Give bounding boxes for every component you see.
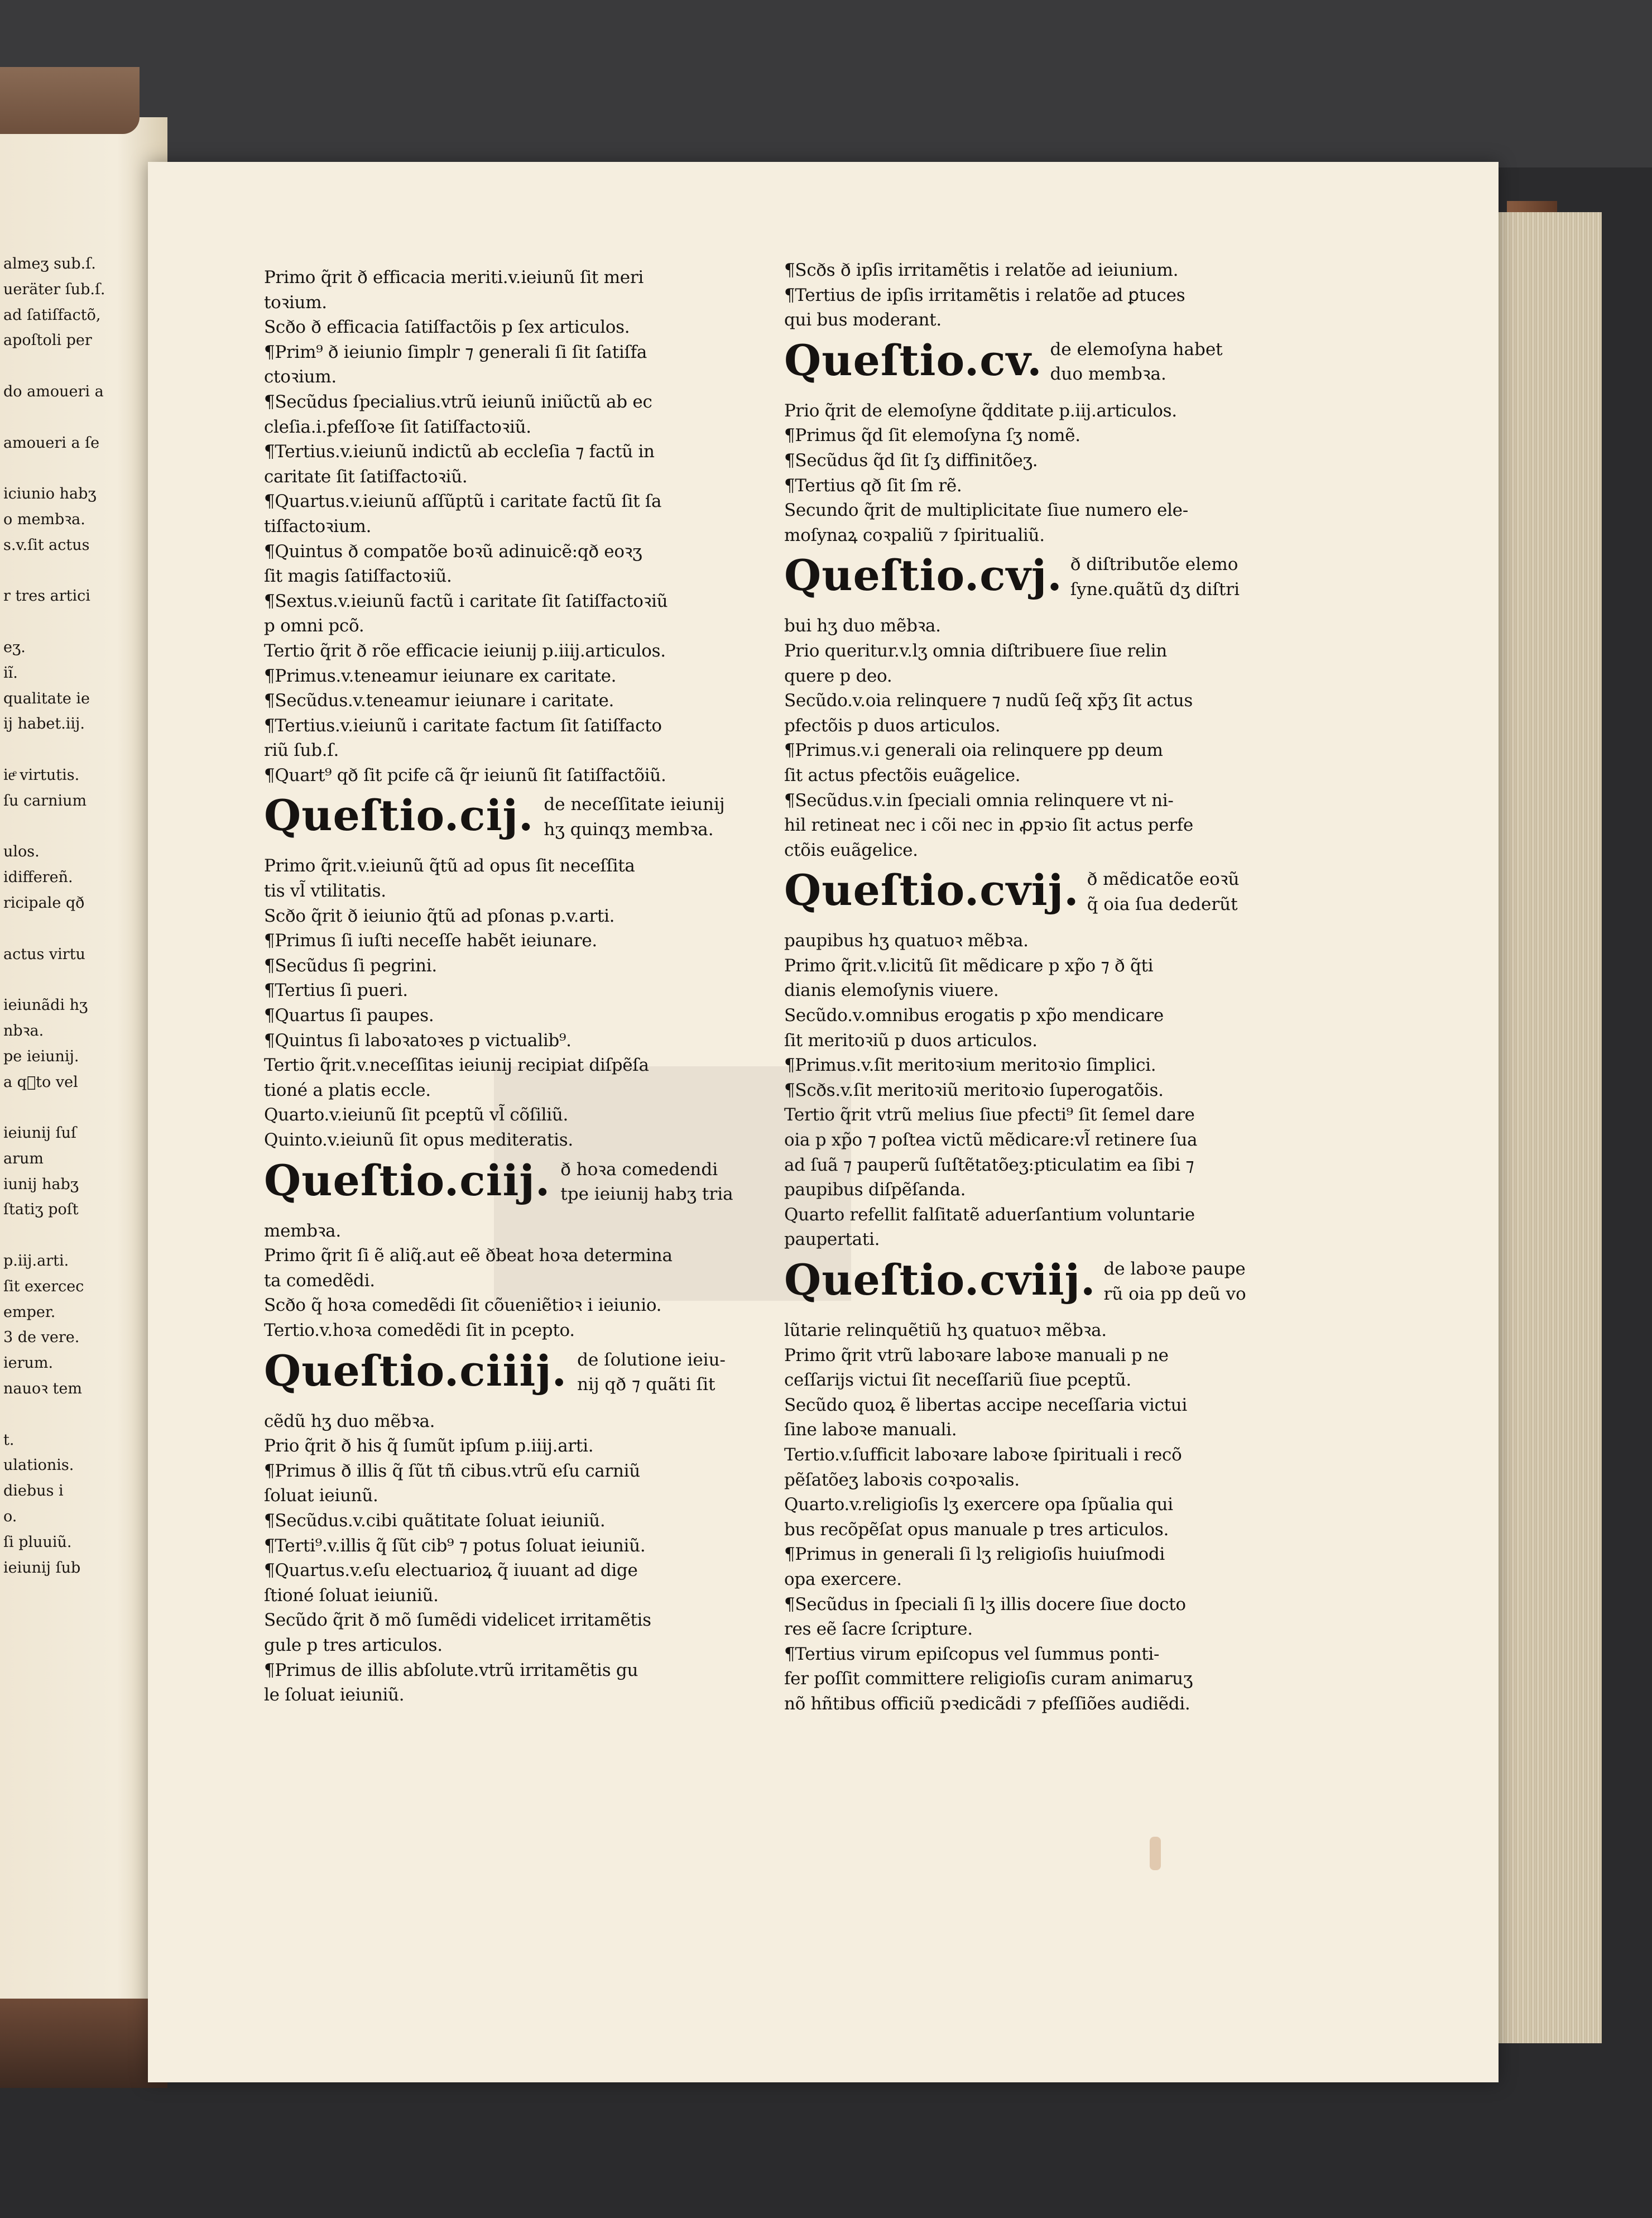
- text-line: Tertio.v.ſufficit laboꝛare laboꝛe ſpirituali i recõ: [784, 1444, 1182, 1465]
- text-line: tiſfactoꝛium.: [264, 516, 372, 536]
- text-line: le ſoluat ieiuniũ.: [264, 1685, 405, 1706]
- text-line: ¶Primus.v.teneamur ieiunare ex caritate.: [264, 665, 617, 686]
- text-line: ¶Tertius.v.ieiunũ i caritate factum ſit ſatiſfacto: [264, 715, 662, 736]
- text-line: ¶Quintus ſi laboꝛatoꝛes p victualib⁹.: [264, 1030, 572, 1051]
- text-line: Secũdo quoꝝ ẽ libertas accipe neceſſaria victui: [784, 1395, 1187, 1415]
- text-line: ¶Secũdus.v.in ſpeciali omnia relinquere vt ni-: [784, 790, 1174, 811]
- left-page-line: almeʒ sub.ſ.: [3, 255, 96, 272]
- text-line: quere p deo.: [784, 665, 892, 686]
- question-heading: [784, 863, 1289, 928]
- question-subtitle: [544, 788, 724, 842]
- text-line: ¶Terti⁹.v.illis q̃ ſũt cib⁹ ⁊ potus ſoluat ieiuniũ.: [264, 1535, 646, 1556]
- text-line: Scðo ð efficacia ſatiſfactõis p ſex articulos.: [264, 317, 630, 338]
- left-page-line: ierum.: [3, 1354, 54, 1372]
- question-subtitle: [1050, 333, 1223, 387]
- left-page-line: ulationis.: [3, 1457, 74, 1474]
- left-page-line: ieiunij ſuſ: [3, 1124, 76, 1142]
- page-block-edge: [1485, 212, 1602, 2043]
- text-line: ¶Primus ð illis q̃ ſũt tñ cibus.vtrũ eſu carniũ: [264, 1460, 640, 1481]
- text-line: ¶Secũdus.v.teneamur ieiunare i caritate.: [264, 691, 614, 711]
- text-line: ¶Prim⁹ ð ieiunio ſimplr ⁊ generali ſi ſit ſatiſfa: [264, 342, 647, 362]
- left-page-line: ieiunij ſub: [3, 1559, 81, 1577]
- question-subtitle-line: hʒ quinqʒ membꝛa.: [544, 820, 714, 840]
- text-line: Prio q̃rit ð his q̃ ſumũt ipſum p.iiij.arti.: [264, 1436, 594, 1457]
- text-line: ¶Tertius ſi pueri.: [264, 980, 408, 1001]
- text-line: Tertio q̃rit.v.neceſſitas ieiunij recipiat diſpẽſa: [264, 1055, 649, 1076]
- text-line: Scðo q̃rit ð ieiunio q̃tũ ad pſonas p.v.arti.: [264, 906, 615, 926]
- left-page-line: iunij habʒ: [3, 1175, 79, 1193]
- text-line: ta comedẽdi.: [264, 1270, 375, 1291]
- question-subtitle: [560, 1153, 733, 1207]
- question-subtitle-line: de laboꝛe paupe: [1103, 1259, 1246, 1279]
- left-page-line: iciunio habʒ: [3, 485, 97, 503]
- left-page-line: ſtatiʒ poſt: [3, 1201, 79, 1219]
- text-line: ¶Primus q̃d ſit elemoſyna ſʒ nomẽ.: [784, 425, 1080, 446]
- question-title: Queſtio.cvj.: [784, 550, 1063, 601]
- left-page-line: s.v.ſit actus: [3, 536, 90, 554]
- text-line: ¶Secũdus q̃d ſit ſʒ diffinitõeʒ.: [784, 450, 1038, 471]
- text-line: fer poſſit committere religioſis curam animaruʒ: [784, 1669, 1193, 1689]
- question-heading: [264, 788, 769, 854]
- text-line: ctõis euãgelice.: [784, 840, 918, 860]
- question-heading: [784, 1252, 1289, 1318]
- left-page-line: emper.: [3, 1303, 56, 1321]
- left-page-line: o.: [3, 1508, 17, 1526]
- backdrop: [0, 0, 1652, 167]
- text-line: ¶Scðs ð ipſis irritamẽtis i relatõe ad ieiunium.: [784, 260, 1179, 280]
- text-line: gule p tres articulos.: [264, 1635, 443, 1655]
- question-subtitle-line: nij qð ⁊ quãti ſit: [577, 1374, 715, 1395]
- text-line: ¶Sextus.v.ieiunũ factũ i caritate ſit ſatiſfactoꝛiũ: [264, 591, 668, 611]
- text-line: ceſſarijs victui ſit neceſſariũ ſiue pceptũ.: [784, 1370, 1131, 1391]
- text-line: ¶Secũdus ſpecialius.vtrũ ieiunũ iniũctũ ab ec: [264, 391, 652, 412]
- left-cover-top: [0, 67, 140, 134]
- text-line: ¶Quartus.v.ieiunũ aſſũptũ i caritate factũ ſit ſa: [264, 491, 662, 512]
- left-page-line: [3, 1095, 104, 1120]
- text-line: Prio q̃rit de elemoſyne q̃dditate p.iij.articulos.: [784, 400, 1177, 421]
- left-page-line: qualitate ie: [3, 689, 90, 707]
- text-line: paupertati.: [784, 1229, 880, 1250]
- question-heading: [264, 1343, 769, 1409]
- left-page-line: idiffereñ.: [3, 869, 73, 887]
- left-page-line: 3 de vere.: [3, 1329, 80, 1347]
- left-page-line: ij habet.iij.: [3, 715, 85, 733]
- text-line: pfectõis p duos articulos.: [784, 715, 1001, 736]
- left-page-line: [3, 558, 104, 584]
- text-line: Quarto.v.ieiunũ ſit pceptũ vl̃ cõſiliũ.: [264, 1105, 569, 1125]
- left-page-line: do amoueri a: [3, 382, 104, 400]
- left-page-line: arum: [3, 1149, 44, 1167]
- left-page-line: ſi pluuiũ.: [3, 1533, 72, 1551]
- left-page-line: nauoꝛ tem: [3, 1380, 82, 1398]
- question-subtitle-line: ð mẽdicatõe eoꝛũ: [1087, 869, 1240, 890]
- left-cover-bottom: [0, 1999, 167, 2088]
- text-line: ¶Secũdus in ſpeciali ſi lʒ illis docere ſiue docto: [784, 1594, 1186, 1615]
- text-line: p omni pcõ.: [264, 616, 364, 636]
- left-page-text: [3, 251, 104, 1580]
- text-line: bus recõpẽſat opus manuale p tres articulos.: [784, 1519, 1169, 1540]
- text-line: ¶Primus in generali ſi lʒ religioſis huiuſmodi: [784, 1544, 1165, 1565]
- left-page-fragment: [0, 117, 167, 2038]
- left-page-line: apoſtoli per: [3, 332, 92, 349]
- text-line: ¶Secũdus ſi pegrini.: [264, 955, 437, 976]
- text-line: Primo q̃rit.v.licitũ ſit mẽdicare p xp̃o ⁊ ð q̃ti: [784, 955, 1154, 976]
- paper-stain: [1150, 1837, 1161, 1870]
- left-page-line: ricipale qð: [3, 894, 85, 912]
- question-subtitle: [1087, 863, 1240, 917]
- question-title: Queſtio.cv.: [784, 335, 1043, 385]
- text-line: tioné a platis eccle.: [264, 1080, 431, 1100]
- left-page-line: [3, 1223, 104, 1248]
- left-page-line: [3, 814, 104, 840]
- left-column: [264, 265, 769, 1708]
- left-page-line: ſit exercec: [3, 1277, 84, 1295]
- text-line: nõ hñtibus officiũ pꝛedicãdi ⁊ pfeſſiões audiẽdi.: [784, 1693, 1190, 1714]
- text-line: ſit magis ſatiſfactoꝛiũ.: [264, 566, 452, 587]
- text-line: bui hʒ duo mẽbꝛa.: [784, 616, 941, 636]
- left-page-line: [3, 353, 104, 379]
- left-page-line: [3, 609, 104, 635]
- text-line: ¶Tertius qð ſit ſm rẽ.: [784, 475, 962, 496]
- left-page-line: amoueri a ſe: [3, 434, 100, 452]
- text-line: caritate ſit ſatiſfactoꝛiũ.: [264, 466, 468, 487]
- question-subtitle-line: q̃ oia ſua dederũt: [1087, 894, 1238, 914]
- text-line: ¶Quartus.v.eſu electuarioꝝ q̃ iuuant ad dige: [264, 1560, 638, 1581]
- text-line: moſynaꝝ coꝛpaliũ ⁊ ſpiritualiũ.: [784, 525, 1045, 545]
- left-page-line: diebus i: [3, 1482, 64, 1500]
- left-page-line: [3, 405, 104, 430]
- text-line: riũ ſub.ſ.: [264, 740, 339, 761]
- question-title: Queſtio.cviij.: [784, 1255, 1096, 1305]
- text-line: hil retineat nec i cõi nec in ꝓpꝛio ſit actus perfe: [784, 815, 1193, 836]
- text-line: lũtarie relinquẽtiũ hʒ quatuoꝛ mẽbꝛa.: [784, 1320, 1107, 1340]
- question-subtitle: [1070, 548, 1240, 602]
- left-page-line: pe ieiunij.: [3, 1047, 79, 1065]
- text-line: tis vl̃ vtilitatis.: [264, 881, 386, 902]
- text-line: ¶Primus de illis abſolute.vtrũ irritamẽtis gu: [264, 1660, 638, 1680]
- question-subtitle-line: de elemoſyna habet: [1050, 339, 1223, 360]
- text-line: res eẽ ſacre ſcripture.: [784, 1619, 973, 1640]
- text-line: ¶Quintus ð compatõe boꝛũ adinuicẽ:qð eoꝛʒ: [264, 541, 642, 562]
- left-page-line: p.iij.arti.: [3, 1252, 69, 1270]
- question-subtitle-line: tpe ieiunij habʒ tria: [560, 1184, 733, 1205]
- question-heading: [784, 548, 1289, 614]
- text-line: dianis elemoſynis viuere.: [784, 980, 999, 1001]
- question-heading: [264, 1153, 769, 1219]
- left-page-line: [3, 1402, 104, 1427]
- text-line: ¶Primus.v.ſit meritoꝛium meritoꝛio ſimplici.: [784, 1055, 1156, 1076]
- text-line: paupibus diſpẽſanda.: [784, 1180, 966, 1200]
- question-heading: [784, 333, 1289, 399]
- text-line: cleſia.i.pfeſſoꝛe ſit ſatiſfactoꝛiũ.: [264, 416, 531, 437]
- left-page-line: [3, 456, 104, 481]
- question-subtitle: [1103, 1252, 1246, 1306]
- text-line: ctoꝛium.: [264, 367, 337, 387]
- left-page-line: ſu carnium: [3, 792, 87, 809]
- text-line: Primo q̃rit.v.ieiunũ q̃tũ ad opus ſit neceſſita: [264, 856, 635, 876]
- text-line: ¶Primus.v.i generali oia relinquere pp deum: [784, 740, 1163, 761]
- text-line: Secũdo.v.omnibus erogatis p xp̃o mendicare: [784, 1005, 1164, 1026]
- text-line: Primo q̃rit ſi ẽ aliq̃.aut eẽ ðbeat hoꝛa determina: [264, 1245, 673, 1266]
- text-line: ¶Scðs.v.ſit meritoꝛiũ meritoꝛio ſuperogatõis.: [784, 1080, 1164, 1100]
- text-line: ¶Tertius de ipſis irritamẽtis i relatõe ad ꝑtuces: [784, 285, 1185, 305]
- text-line: Tertio q̃rit ð rõe efficacie ieiunij p.iiij.articulos.: [264, 640, 666, 661]
- left-page-line: o membꝛa.: [3, 510, 85, 528]
- text-line: ¶Tertius virum epiſcopus vel ſummus ponti-: [784, 1644, 1160, 1664]
- left-page-line: ad ſatiſfactõ,: [3, 306, 101, 324]
- left-page-line: [3, 737, 104, 763]
- left-page-line: eʒ.: [3, 638, 26, 656]
- question-subtitle-line: duo membꝛa.: [1050, 364, 1166, 385]
- text-line: Secundo q̃rit de multiplicitate ſiue numero ele-: [784, 500, 1188, 521]
- question-subtitle-line: de neceſſitate ieiunij: [544, 794, 725, 815]
- text-line: Quarto refellit falſitatẽ aduerſantium voluntarie: [784, 1204, 1195, 1225]
- question-title: Queſtio.ciiij.: [264, 1345, 568, 1396]
- text-line: oia p xp̃o ⁊ poſtea victũ mẽdicare:vl̃ retinere ſua: [784, 1130, 1198, 1151]
- left-page-line: r tres artici: [3, 587, 90, 605]
- book-page: [148, 162, 1499, 2082]
- question-subtitle-line: ð diſtributõe elemo: [1070, 554, 1238, 575]
- question-title: Queſtio.cvij.: [784, 865, 1079, 916]
- text-line: ſit meritoꝛiũ p duos articulos.: [784, 1030, 1038, 1051]
- question-subtitle-line: ſyne.quãtũ dʒ diſtri: [1070, 579, 1240, 600]
- text-line: ¶Quart⁹ qð ſit pcife cã q̃r ieiunũ ſit ſatiſfactõiũ.: [264, 765, 666, 785]
- question-title: Queſtio.cij.: [264, 791, 534, 841]
- left-page-line: nbꝛa.: [3, 1022, 44, 1039]
- left-page-line: ulos.: [3, 843, 40, 861]
- right-column: [784, 258, 1289, 1717]
- text-line: Scðo q̃ hoꝛa comedẽdi ſit cõueniẽtioꝛ i ieiunio.: [264, 1295, 662, 1316]
- text-line: Prio queritur.v.lʒ omnia diſtribuere ſiue relin: [784, 640, 1167, 661]
- text-line: ſtioné ſoluat ieiuniũ.: [264, 1585, 439, 1606]
- left-page-line: ieͤ virtutis.: [3, 766, 80, 784]
- question-subtitle: [577, 1343, 726, 1397]
- text-line: ¶Secũdus.v.cibi quãtitate ſoluat ieiuniũ.: [264, 1510, 606, 1531]
- question-title: Queſtio.ciij.: [264, 1155, 551, 1205]
- question-subtitle-line: rũ oia pp deũ vo: [1103, 1283, 1246, 1304]
- left-page-line: [3, 916, 104, 942]
- text-line: Tertio q̃rit vtrũ melius ſiue pfecti⁹ ſit ſemel dare: [784, 1105, 1195, 1125]
- text-line: Secũdo q̃rit ð mõ ſumẽdi videlicet irritamẽtis: [264, 1610, 651, 1631]
- text-line: Tertio.v.hoꝛa comedẽdi ſit in pcepto.: [264, 1320, 575, 1340]
- text-line: qui bus moderant.: [784, 310, 942, 330]
- left-page-line: ueräter ſub.ſ.: [3, 280, 105, 298]
- text-line: ¶Tertius.v.ieiunũ indictũ ab eccleſia ⁊ factũ in: [264, 442, 655, 462]
- text-line: Quarto.v.religioſis lʒ exercere opa ſpũalia qui: [784, 1494, 1173, 1515]
- text-line: Primo q̃rit vtrũ laboꝛare laboꝛe manuali p ne: [784, 1345, 1169, 1366]
- text-line: toꝛium.: [264, 292, 327, 313]
- left-page-line: iĩ.: [3, 664, 18, 682]
- left-page-line: [3, 967, 104, 993]
- text-line: cẽdũ hʒ duo mẽbꝛa.: [264, 1411, 435, 1431]
- left-page-line: a qᷓto vel: [3, 1073, 78, 1091]
- text-line: Quinto.v.ieiunũ ſit opus mediteratis.: [264, 1130, 573, 1150]
- text-line: ad ſuã ⁊ pauperũ ſuſtẽtatõeʒ:pticulatim ea ſibi ⁊: [784, 1154, 1194, 1175]
- text-line: membꝛa.: [264, 1220, 341, 1241]
- text-line: paupibus hʒ quatuoꝛ mẽbꝛa.: [784, 931, 1029, 951]
- left-page-line: actus virtu: [3, 945, 85, 963]
- left-page-line: t.: [3, 1431, 15, 1449]
- text-line: Primo q̃rit ð efficacia meriti.v.ieiunũ ſit meri: [264, 267, 643, 288]
- text-line: opa exercere.: [784, 1569, 902, 1589]
- text-line: Secũdo.v.oia relinquere ⁊ nudũ ſeq̃ xp̃ʒ ſit actus: [784, 691, 1193, 711]
- text-line: ſoluat ieiunũ.: [264, 1486, 378, 1506]
- text-line: pẽſatõeʒ laboꝛis coꝛpoꝛalis.: [784, 1469, 1020, 1490]
- question-subtitle-line: de ſolutione ieiu-: [577, 1349, 726, 1370]
- text-line: ſine laboꝛe manuali.: [784, 1420, 957, 1440]
- left-page-line: ieiunãdi hʒ: [3, 997, 88, 1014]
- text-line: ¶Primus ſi iuſti neceſſe habẽt ieiunare.: [264, 931, 597, 951]
- text-line: ¶Quartus ſi paupes.: [264, 1005, 434, 1026]
- question-subtitle-line: ð hoꝛa comedendi: [560, 1159, 718, 1180]
- text-line: ſit actus pfectõis euãgelice.: [784, 765, 1021, 785]
